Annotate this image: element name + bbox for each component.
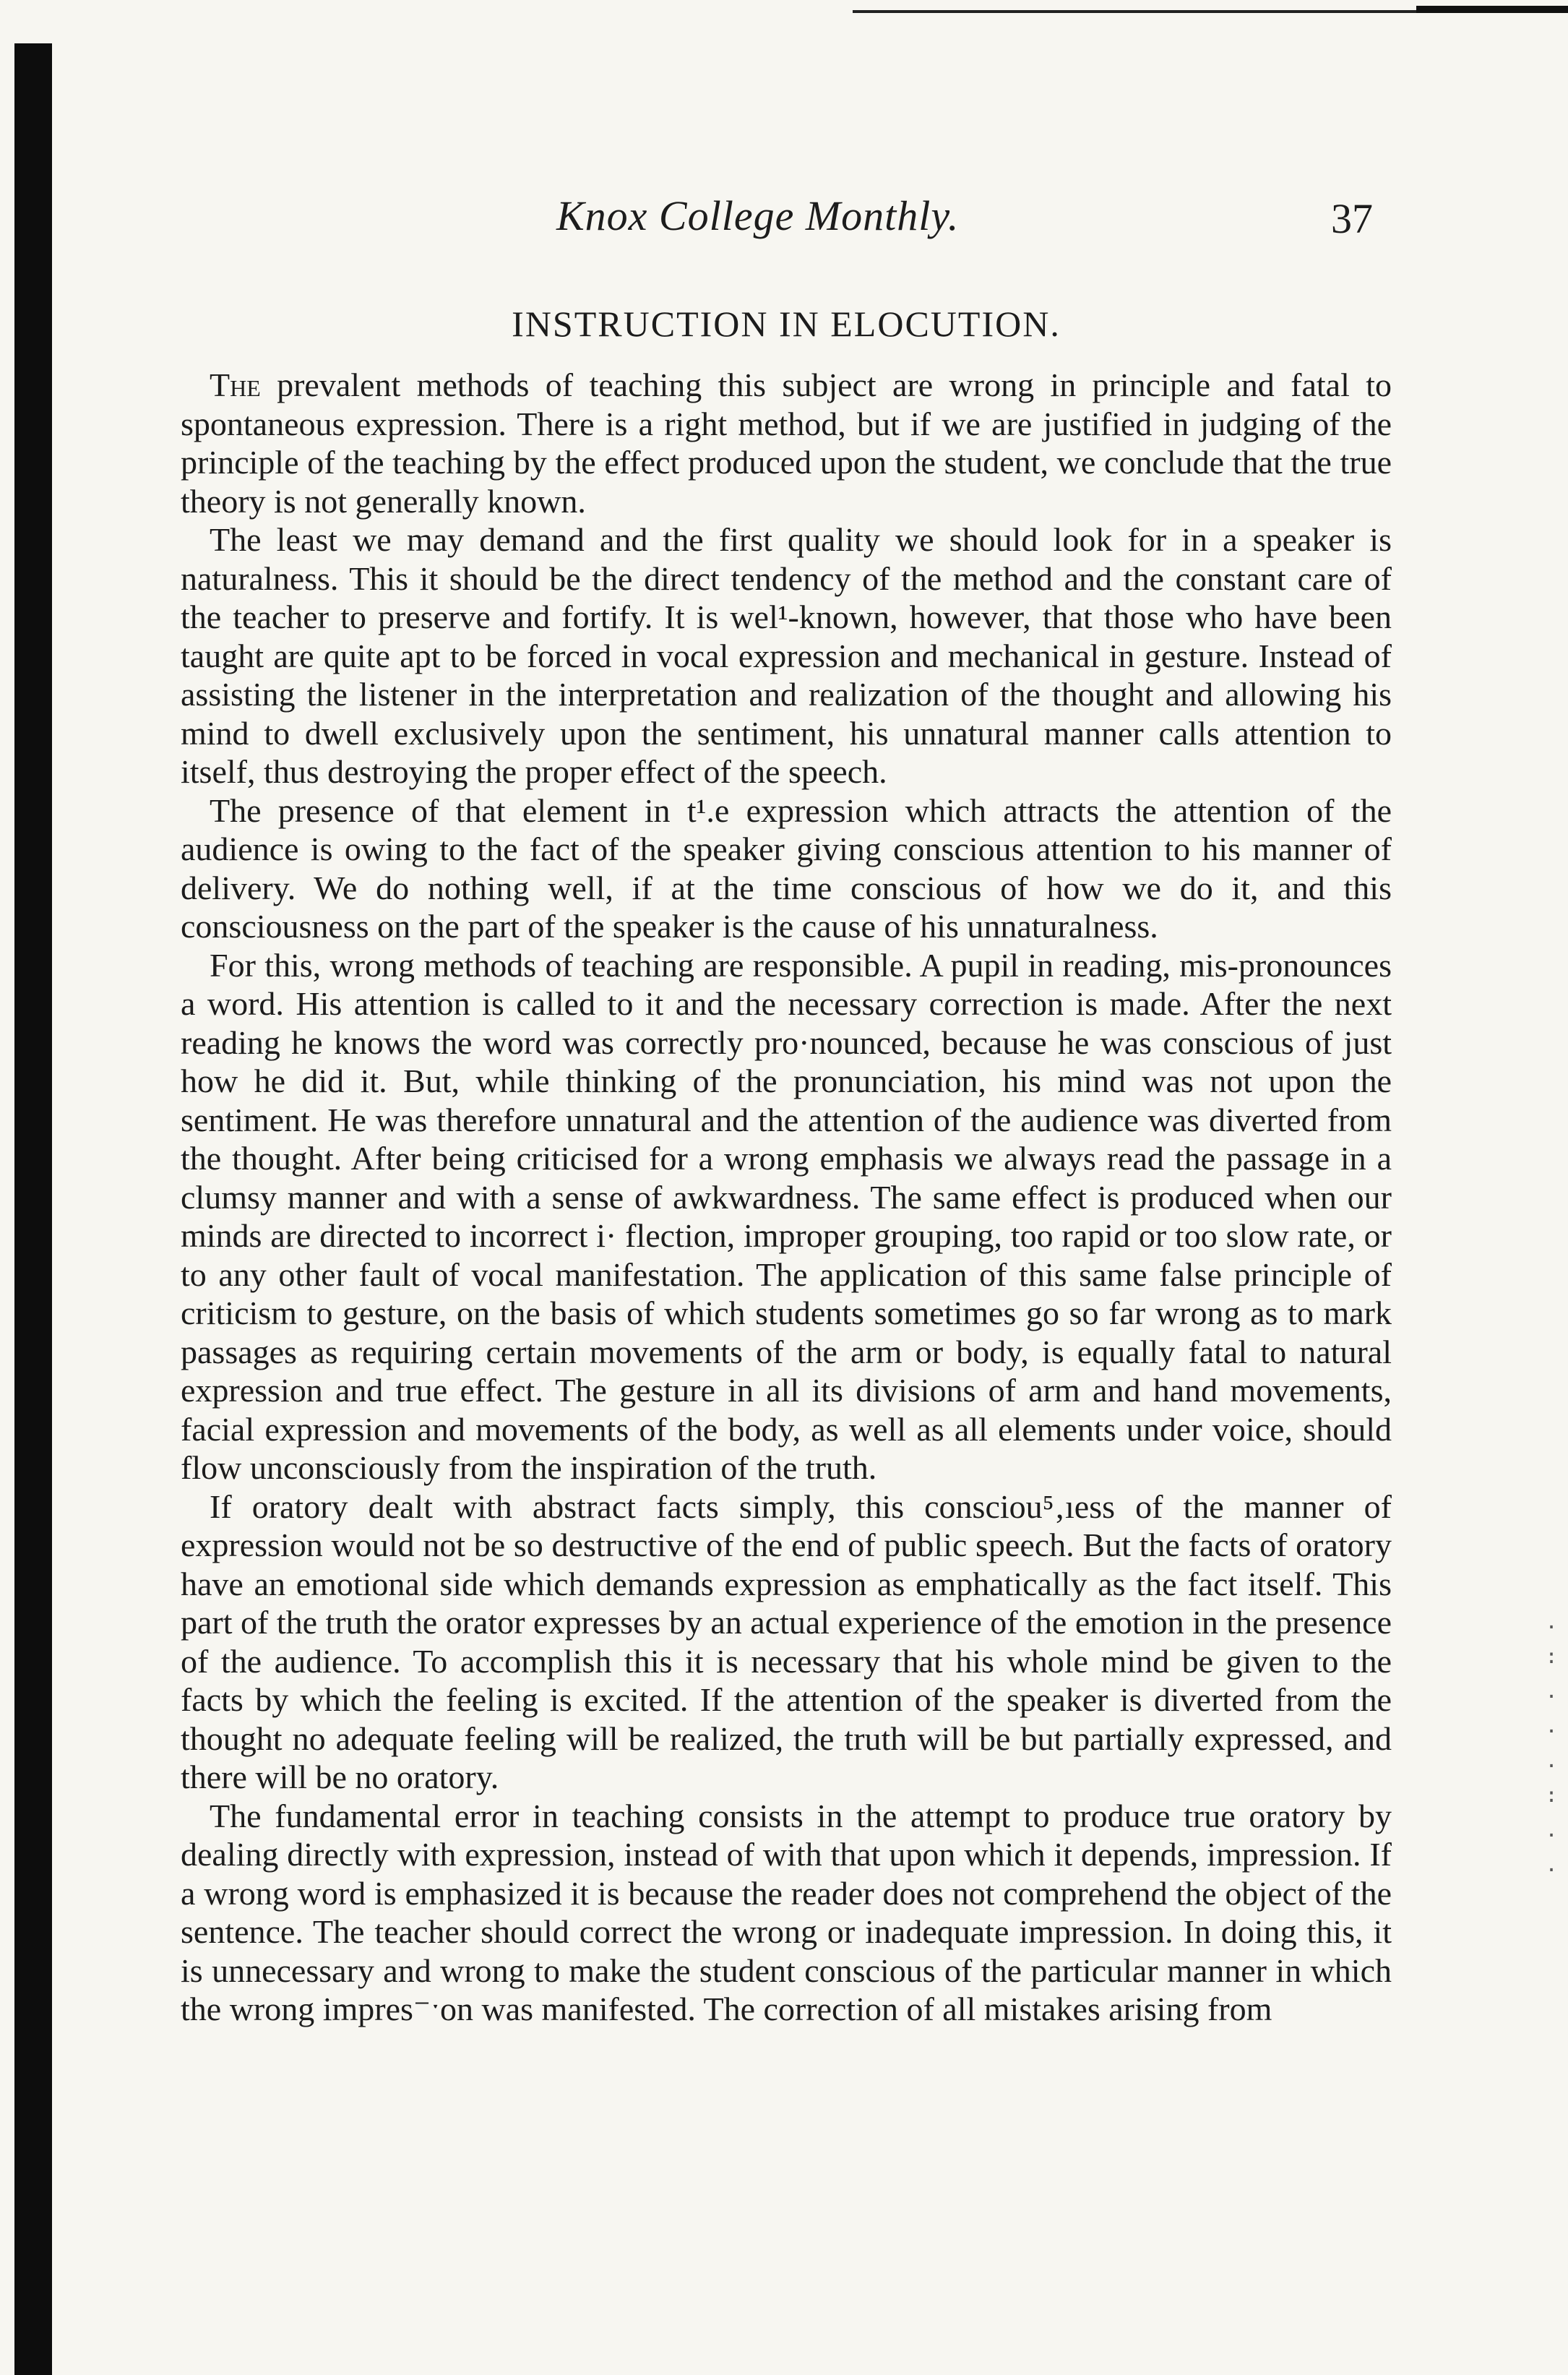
paragraph-2: The least we may demand and the first quality we should look for in a speaker is naturalness. This it should be the direct tendency of the method and the constant care of the teacher to preserve and fortify. It is wel¹-known, however, that those who have been taught are quite apt to be forced in vocal expression and mechanical in gesture. Instead of assisting the listener in the interpretation and realization of the thought and allowing his mind to dwell exclusively upon the sentiment, his unnatural manner calls attention to itself, thus destroying the proper effect of the speech. (181, 521, 1392, 790)
paragraph-1-text: prevalent methods of teaching this subject are wrong in principle and fatal to spontaneous expression. There is a right method, but if we are justified in judging of the principle of the teaching by the effect produced upon the student, we conclude that the true theory is not generally known. (181, 366, 1392, 520)
running-head: Knox College Monthly. (556, 192, 960, 239)
drop-word: The (210, 366, 261, 403)
page-header (188, 192, 1387, 257)
paragraph-3: The presence of that element in t¹.e expression which attracts the attention of the audience is owing to the fact of the speaker giving conscious attention to his manner of delivery. We do nothing well, if at the time conscious of how we do it, and this consciousness on the part of the speaker is the cause of his unnaturalness. (181, 791, 1392, 945)
article (181, 302, 1392, 2029)
paragraph-1 (181, 366, 1392, 520)
page-number: 37 (1331, 195, 1373, 242)
paragraph-4: For this, wrong methods of teaching are responsible. A pupil in reading, mis-pronounces a word. His attention is called to it and the necessary correction is made. After the next reading he knows the word was correctly pro·nounced, because he was conscious of just how he did it. But, while thinking of the pronunciation, his mind was not upon the sentiment. He was therefore unnatural and the attention of the audience was diverted from the thought. After being criticised for a wrong emphasis we always read the passage in a clumsy manner and with a sense of awkwardness. The same effect is produced when our minds are directed to incorrect i· flection, improper grouping, too rapid or too slow rate, or to any other fault of vocal manifestation. The application of this same false principle of criticism to gesture, on the basis of which students sometimes go so far wrong as to mark passages as requiring certain movements of the arm or body, is equally fatal to natural expression and true effect. The gesture in all its divisions of arm and hand movements, facial expression and movements of the body, as well as all elements under voice, should flow unconsciously from the inspiration of the truth. (181, 946, 1392, 1486)
article-title: INSTRUCTION IN ELOCUTION. (512, 304, 1061, 344)
page-edge-specks: . : . . . : . . (1545, 1610, 1558, 1876)
binding-edge (14, 43, 52, 2375)
paragraph-6: The fundamental error in teaching consists in the attempt to produce true oratory by dealing directly with expression, instead of with that upon which it depends, impression. If a wrong word is emphasized it is because the reader does not comprehend the object of the sentence. The teacher should correct the wrong or inadequate impression. In doing this, it is unnecessary and wrong to make the student conscious of the particular manner in which the wrong impres⁻ˑon was manifested. The correction of all mistakes arising from (181, 1797, 1392, 2027)
paragraph-5: If oratory dealt with abstract facts simply, this consciou⁵‚ıess of the manner of expression would not be so destructive of the end of public speech. But the facts of oratory have an emotional side which demands expression as emphatically as the fact itself. This part of the truth the orator expresses by an actual experience of the emotion in the presence of the audience. To accomplish this it is necessary that his whole mind be given to the facts by which the feeling is excited. If the attention of the speaker is diverted from the thought no adequate feeling will be realized, the truth will be but partially expressed, and there will be no oratory. (181, 1487, 1392, 1795)
top-edge-rule-heavy (1416, 6, 1568, 13)
